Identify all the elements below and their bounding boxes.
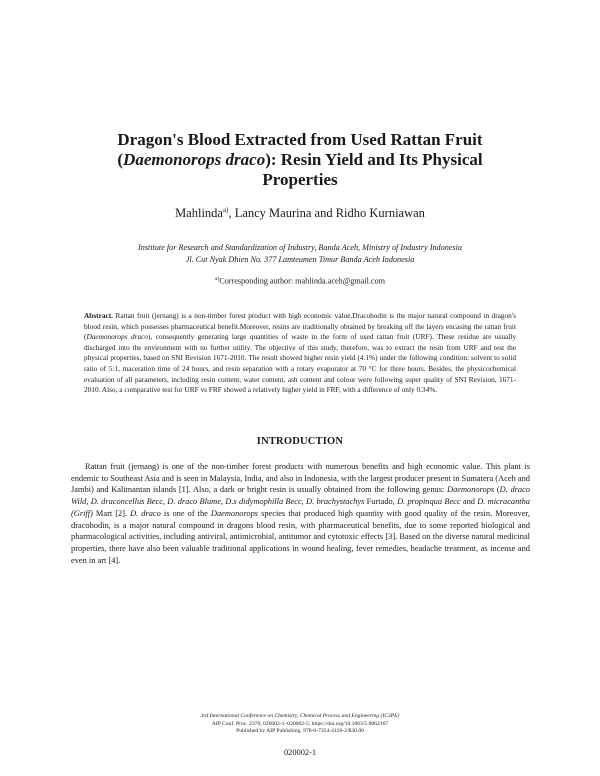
intro-italic-4: D. micracantha (Griff) (71, 497, 530, 518)
intro-italic-5: D. draco (130, 508, 161, 518)
title-line-3: Properties (262, 170, 338, 189)
intro-text-4: and (460, 497, 478, 507)
author-first-marker: a) (222, 206, 229, 214)
affiliation-line-1: Institute for Research and Standardization of Industry, Banda Aceh, Ministry of Industry Indonesia (138, 243, 462, 252)
intro-text-6: is one of the (160, 508, 211, 518)
affiliation (60, 242, 540, 266)
abstract-species: Daemonorops draco (86, 332, 148, 342)
abstract-text-1: Rattan fruit (jernang) is a non-timber forest product with high economic value.Dracohodin is the major natural compound in dragon's blood resin, which possesses pharmaceutical benefit.Moreover, resins are traditionally obtained by breaking off the layers encasing the rattan fruit ( (84, 311, 516, 342)
author-first: Mahlinda (175, 206, 223, 221)
intro-text-2: ( (494, 485, 500, 495)
title-paren: ( (117, 150, 124, 169)
corresponding-author (60, 276, 540, 286)
author-list (60, 206, 540, 221)
paper-title (60, 130, 540, 190)
intro-italic-3: D. propinqua Becc (397, 497, 461, 507)
footer-publisher: Published by AIP Publishing. 978-0-7354-4126-2/$30.00 (236, 728, 364, 735)
footer-citation: AIP Conf. Proc. 2370, 020002-1–020002-5; https://doi.org/10.1063/5.0062167 (211, 720, 389, 727)
footer-conference: 3rd International Conference on Chemistry, Chemical Process and Engineering (IC3PE) (200, 713, 400, 719)
intro-text-1: Rattan fruit (jernang) is one of the non-timber forest products with numerous benefits and high economic value. This plant is endemic to Southeast Asia and is seen in Malaysia, India, and also in Indonesia, with the largest producer present in Sumatera (Aceh and Jambi) and Kalimantan islands [1]. Also, a dark or bright resin is usually obtained from the following genus: (71, 462, 530, 495)
abstract (84, 311, 516, 396)
corresponding-marker: a) (214, 276, 220, 282)
intro-text-3: Furtado, (364, 497, 398, 507)
section-heading-introduction: INTRODUCTION (256, 436, 344, 447)
intro-text-5: Mart [2]. (92, 508, 131, 518)
abstract-text-2: ), consequently generating large quantities of waste in the form of used rattan fruit (URF). These residue are usually discharged into the environment with no further utility. The objective of this study, therefore, was to extract the resin from URF and test the physical properties, based on SNI Revision 1671-2010. The result showed higher resin yield (4.1%) under the following condition: solvent to solid ratio of 5:1, maceration time of 24 hours, and resin separation with a rotary evaporator at 70 °C for three hours. Besides, the physicochemical evaluation of all parameters, including resin content, water content, ash content and colour were following super quality of SNI Revision, 1671-2010. Also, a comparative test for URF vs FRF showed a relatively higher yield in FRF, with a difference of only 0.34%. (84, 332, 516, 395)
intro-text-7: species that produced high quantity with good quality of the resin. Moreover, dracohodin, is a major natural compound in dragons blood resin, with pharmaceutical benefits, due to some reported biological and pharmacological activities, including antiviral, antimicrobial, antitumor and cytotoxic effects [3]. Based on the diverse natural medicinal properties, there have also been valuable traditional applications in wound healing, fever remedies, headache treatment, as incense and even in art [4]. (71, 508, 530, 565)
title-species: Daemonorops draco (123, 150, 266, 169)
corresponding-text: Corresponding author: mahlinda.aceh@gmail.com (219, 276, 386, 286)
intro-italic-6: Daemonorops (210, 508, 259, 518)
intro-italic-1: Daemonorops (447, 485, 495, 495)
author-rest: , Lancy Maurina and Ridho Kurniawan (228, 206, 425, 221)
abstract-label: Abstract. (84, 311, 113, 320)
title-line-1: Dragon's Blood Extracted from Used Rattan Fruit (117, 130, 483, 149)
intro-italic-2: D. draco Wild, D. draconcellus Becc, D. draco Blume, D.s didymophilla Becc, D. brachystachys (71, 485, 530, 507)
publication-footer (60, 713, 540, 736)
title-line-2-rest: ): Resin Yield and Its Physical (265, 150, 483, 169)
introduction-paragraph (71, 461, 530, 566)
affiliation-line-2: Jl. Cut Nyak Dhien No. 377 Lamteumen Timur Banda Aceh Indonesia (185, 255, 415, 264)
page-number: 020002-1 (283, 748, 317, 757)
